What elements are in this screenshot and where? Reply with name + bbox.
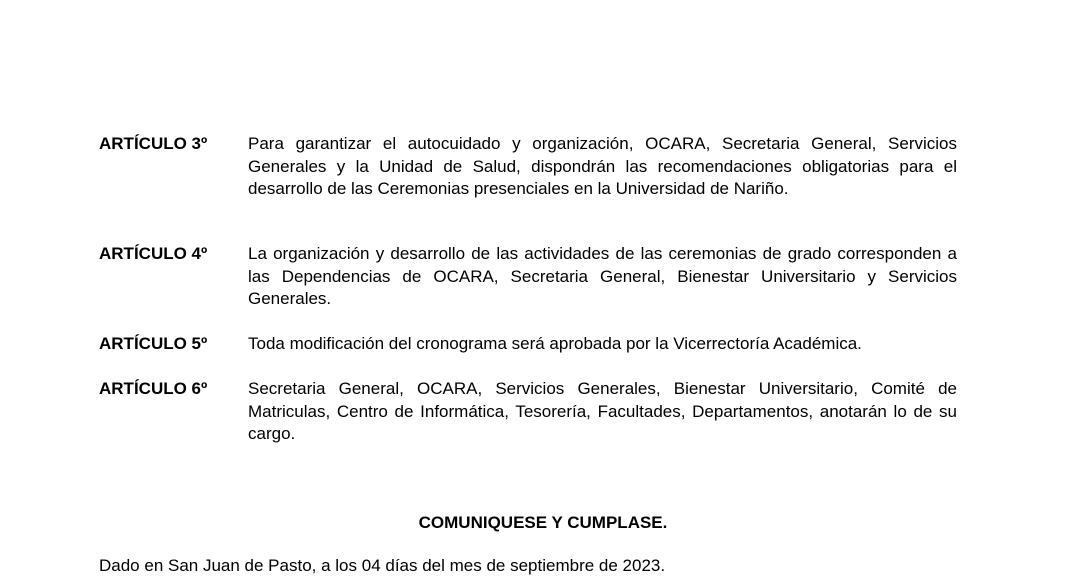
article-label: ARTÍCULO 6º	[99, 379, 208, 398]
article-label: ARTÍCULO 4º	[99, 244, 208, 263]
article-text: Secretaria General, OCARA, Servicios Generales, Bienestar Universitario, Comité de Matriculas, Centro de Informática, Tesorería, Facultades, Departamentos, anotarán lo de su cargo.	[248, 379, 957, 443]
article-label: ARTÍCULO 3º	[99, 134, 208, 153]
given-date-line: Dado en San Juan de Pasto, a los 04 días del mes de septiembre de 2023.	[99, 556, 666, 575]
article-text: Toda modificación del cronograma será aprobada por la Vicerrectoría Académica.	[248, 334, 862, 353]
article-label: ARTÍCULO 5º	[99, 334, 208, 353]
closing-statement: COMUNIQUESE Y CUMPLASE.	[418, 513, 668, 532]
article-text: La organización y desarrollo de las actividades de las ceremonias de grado corresponden a las Dependencias de OCARA, Secretaria General, Bienestar Universitario y Servicios Generales.	[248, 244, 957, 308]
article-text: Para garantizar el autocuidado y organización, OCARA, Secretaria General, Servicios Generales y la Unidad de Salud, dispondrán las recomendaciones obligatorias para el desarrollo de las Ceremonias presenciales en la Universidad de Nariño.	[248, 134, 957, 198]
